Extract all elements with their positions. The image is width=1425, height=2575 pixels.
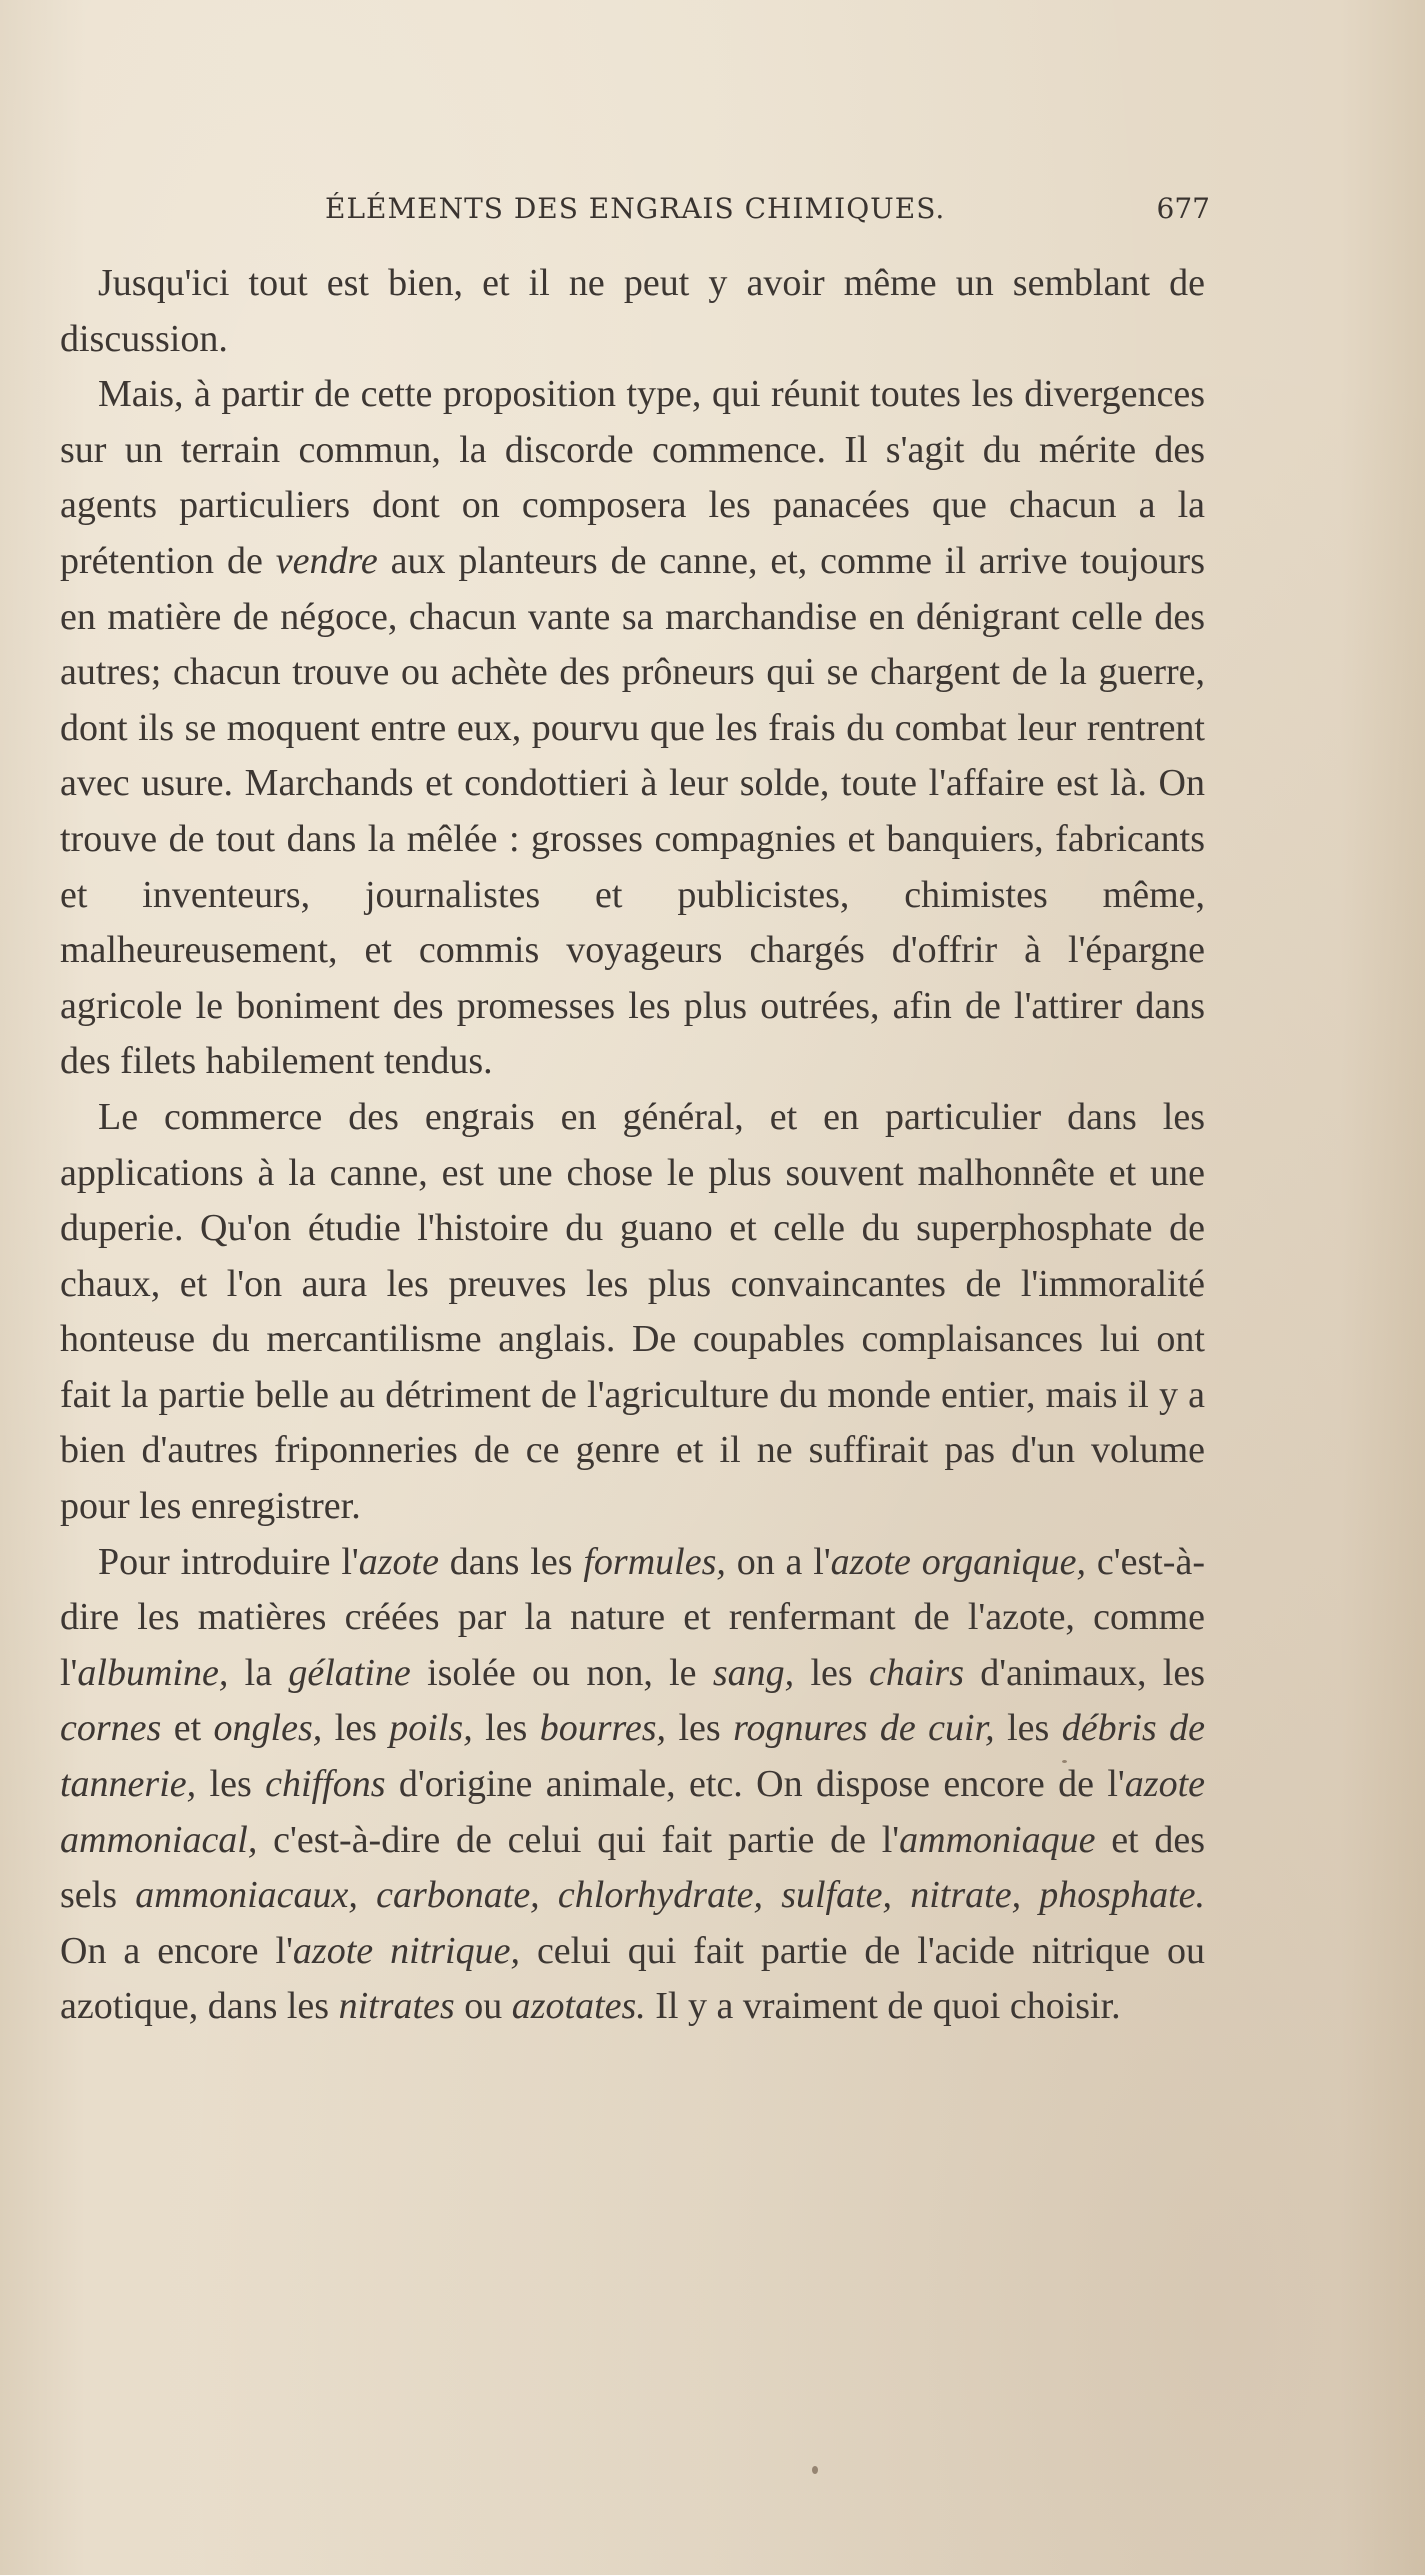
header-title: ÉLÉMENTS DES ENGRAIS CHIMIQUES. [325, 192, 946, 225]
paper-speck [1062, 1760, 1067, 1763]
text-run: Pour introduire l' [98, 1540, 359, 1583]
italic-run: débris de tannerie, [60, 1707, 1205, 1806]
paragraph [60, 367, 1205, 1090]
paragraph [60, 1535, 1205, 2035]
italic-run: ammoniacaux, carbonate, chlorhydrate, sulfate, nitrate, phosphate. [135, 1874, 1205, 1917]
italic-run: sang, [712, 1651, 795, 1694]
paper-speck [812, 2466, 818, 2474]
text-run: isolée ou non, le [410, 1651, 713, 1694]
text-run: les [666, 1707, 734, 1750]
text-run: Le commerce des engrais en général, et en particulier dans les applications à la canne, est une chose le plus souvent malhonnête et une duperie. Qu'on étudie l'histoire du guano et celle du superphosphate de chaux, et l'on aura les preuves les plus convaincantes de l'immoralité honteuse du mercantilisme anglais. De coupables complaisances lui ont fait la partie belle au détriment de l'agriculture du monde entier, mais il y a bien d'autres friponneries de ce genre et il ne suffirait pas d'un volume pour les enregistrer. [60, 1095, 1205, 1528]
paragraph [60, 256, 1205, 367]
text-run: ou [454, 1985, 512, 2028]
italic-run: azote ammoniacal, [60, 1763, 1205, 1861]
text-run: les [196, 1763, 266, 1806]
italic-run: rognures de cuir, [733, 1707, 995, 1750]
text-run: et [161, 1707, 214, 1750]
italic-run: azotates. [511, 1985, 646, 2028]
text-run: et des sels [60, 1818, 1206, 1917]
text-run: On a encore l' [60, 1929, 293, 1972]
italic-run: azote [358, 1540, 439, 1583]
text-run: les [994, 1707, 1062, 1750]
text-run: c'est-à-dire les matières créées par la nature et renfermant de l'azote, comme l' [60, 1540, 1205, 1694]
paragraph [60, 1090, 1205, 1535]
italic-run: chiffons [265, 1763, 386, 1806]
text-run: la [228, 1651, 289, 1694]
italic-run: ammoniaque [899, 1818, 1096, 1861]
text-run: Jusqu'ici tout est bien, et il ne peut y avoir même un semblant de discussion. [60, 262, 1205, 360]
italic-run: azote nitrique, [292, 1929, 520, 1972]
running-header [180, 192, 1210, 232]
italic-run: formules, [583, 1540, 726, 1583]
italic-run: azote organique, [830, 1540, 1087, 1583]
text-run: Mais, à partir de cette proposition type, qui réunit toutes les divergences sur un terrain commun, la discorde commence. Il s'agit du mérite des agents particuliers dont on composera les panacées que chacun a la prétention de [60, 373, 1205, 582]
italic-run: bourres, [539, 1707, 667, 1750]
text-run: d'animaux, les [963, 1651, 1205, 1694]
text-run: les [472, 1707, 540, 1750]
italic-run: cornes [60, 1707, 162, 1750]
italic-run: nitrates [338, 1985, 455, 2028]
body-text [60, 256, 1205, 2035]
italic-run: albumine, [77, 1651, 229, 1694]
italic-run: ongles, [213, 1707, 323, 1750]
italic-run: vendre [275, 539, 378, 582]
italic-run: chairs [868, 1651, 964, 1694]
text-run: aux planteurs de canne, et, comme il arrive toujours en matière de négoce, chacun vante sa marchandise en dénigrant celle des autres; chacun trouve ou achète des prôneurs qui se chargent de la guerre, dont ils se moquent entre eux, pourvu que les frais du combat leur rentrent avec usure. Marchands et condottieri à leur solde, toute l'affaire est là. On trouve de tout dans la mêlée : grosses compagnies et banquiers, fabricants et inventeurs, journalistes et publicistes, chimistes même, malheureusement, et commis voyageurs chargés d'offrir à l'épargne agricole le boniment des promesses les plus outrées, afin de l'attirer dans des filets habilement tendus. [60, 539, 1205, 1083]
text-run: dans les [438, 1540, 584, 1583]
text-run: c'est-à-dire de celui qui fait partie de l' [257, 1818, 900, 1861]
text-run: celui qui fait partie de l'acide nitrique ou azotique, dans les [60, 1929, 1205, 2028]
text-run: on a l' [725, 1540, 831, 1583]
page-number: 677 [1156, 192, 1210, 225]
text-run: les [794, 1651, 869, 1694]
text-run: les [322, 1707, 390, 1750]
italic-run: gélatine [288, 1651, 411, 1694]
text-run: Il y a vraiment de quoi choisir. [645, 1985, 1121, 2028]
italic-run: poils, [389, 1707, 473, 1750]
text-run: d'origine animale, etc. On dispose encore de l' [385, 1763, 1125, 1806]
